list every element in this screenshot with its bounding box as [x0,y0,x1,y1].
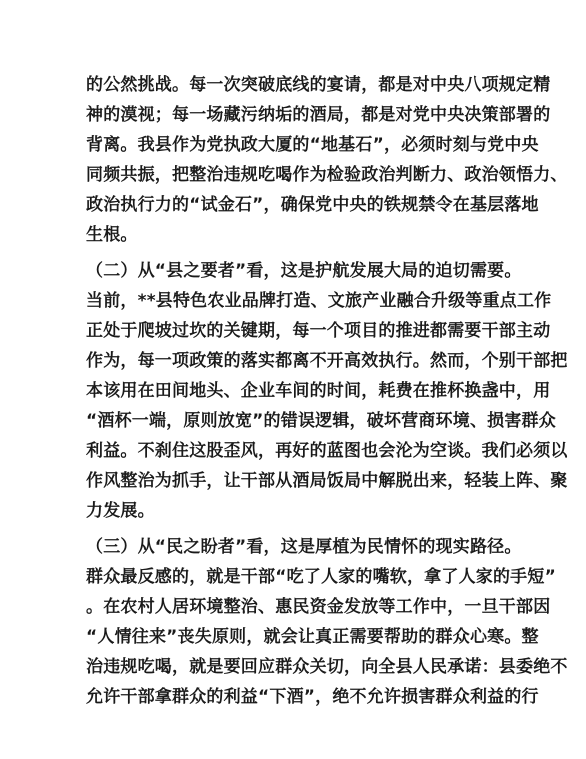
text-line: 当前，**县特色农业品牌打造、文旅产业融合升级等重点工作 [86,291,552,311]
text-line: 。在农村人居环境整治、惠民资金发放等工作中，一旦干部因 [86,597,551,617]
text-line: （二）从“县之要者”看，这是护航发展大局的迫切需要。 [86,261,522,281]
paragraph-2 [86,256,568,526]
text-line: 作风整治为抓手，让干部从酒局饭局中解脱出来，轻装上阵、聚 [86,471,568,491]
text-line: 神的漠视；每一场藏污纳垢的酒局，都是对党中央决策部署的 [86,105,551,125]
text-line: 作为，每一项政策的落实都离不开高效执行。然而，个别干部把 [86,351,568,371]
text-line: 允许干部拿群众的利益“下酒”，绝不允许损害群众利益的行 [86,687,539,707]
text-line: 背离。我县作为党执政大厦的“地基石”，必须时刻与党中央 [86,135,539,155]
text-line: （三）从“民之盼者”看，这是厚植为民情怀的现实路径。 [86,537,522,557]
text-line: 力发展。 [86,501,155,521]
text-line: 正处于爬坡过坎的关键期，每一个项目的推进都需要干部主动 [86,321,551,341]
text-line: 政治执行力的“试金石”，确保党中央的铁规禁令在基层落地 [86,195,539,215]
text-line: 利益。不刹住这股歪风，再好的蓝图也会沦为空谈。我们必须以 [86,441,568,461]
paragraph-1 [86,70,568,250]
text-line: 同频共振，把整治违规吃喝作为检验政治判断力、政治领悟力、 [86,165,568,185]
text-line: “人情往来”丧失原则，就会让真正需要帮助的群众心寒。整 [86,627,539,647]
text-line: 群众最反感的，就是干部“吃了人家的嘴软，拿了人家的手短” [86,567,556,587]
text-line: “酒杯一端，原则放宽”的错误逻辑，破坏营商环境、损害群众 [86,411,556,431]
paragraph-3 [86,532,568,712]
text-line: 治违规吃喝，就是要回应群众关切，向全县人民承诺：县委绝不 [86,657,568,677]
text-line: 生根。 [86,225,138,245]
text-line: 本该用在田间地头、企业车间的时间，耗费在推杯换盏中，用 [86,381,551,401]
body-text [86,70,568,712]
text-line: 的公然挑战。每一次突破底线的宴请，都是对中央八项规定精 [86,75,551,95]
